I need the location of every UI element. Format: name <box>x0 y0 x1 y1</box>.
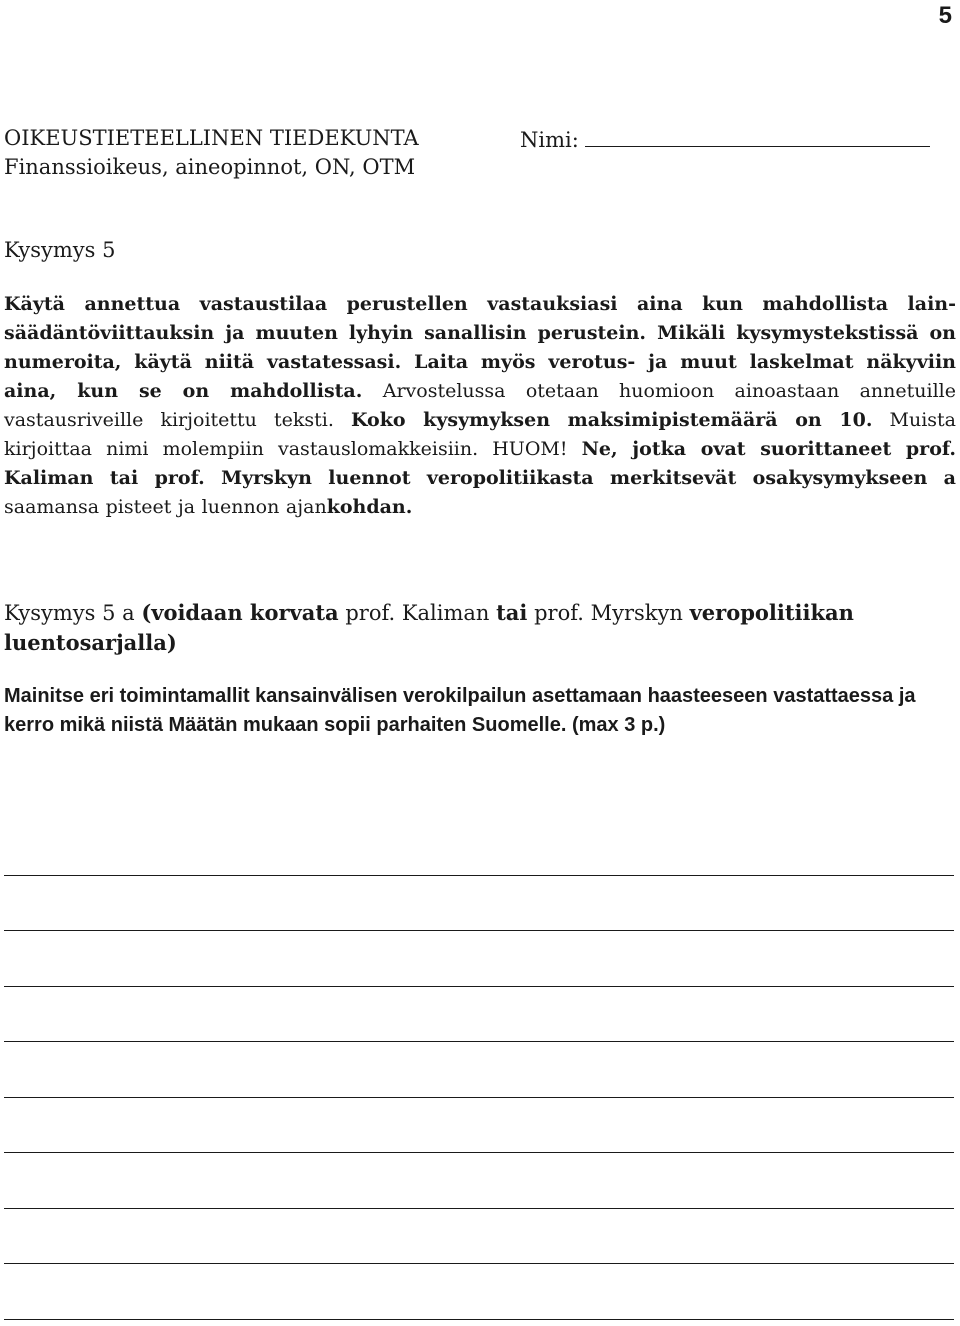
subq-part-3: prof. Kaliman <box>338 601 497 625</box>
answer-line[interactable] <box>4 987 954 1043</box>
subq-part-2: (voidaan korvata <box>141 600 339 625</box>
course-name: Finanssioikeus, aineopinnot, ON, OTM <box>4 155 416 179</box>
faculty-name: OIKEUSTIETEELLINEN TIEDEKUNTA <box>4 126 419 150</box>
task-text: Mainitse eri toimintamallit kansainvälisen verokilpailun asettamaan haasteeseen vastattaessa ja kerro mikä niistä Määtän mukaan sopii parhaiten Suomelle. (max 3 p.) <box>4 685 916 736</box>
answer-line[interactable] <box>4 931 954 987</box>
answer-line[interactable] <box>4 1209 954 1265</box>
answer-line[interactable] <box>4 1264 954 1320</box>
subq-part-5: prof. Myrskyn <box>527 601 690 625</box>
answer-lines[interactable] <box>4 820 954 1320</box>
instructions-bold-5: Ne, jotka ovat suorittaneet prof. Kaliman tai prof. Myrskyn luennot veropolitiikasta merkitsevät osakysymykseen a <box>4 438 956 489</box>
name-label: Nimi: <box>520 128 579 152</box>
subquestion-title <box>4 598 956 658</box>
page-number: 5 <box>938 2 952 29</box>
answer-line[interactable] <box>4 1153 954 1209</box>
answer-line[interactable] <box>4 1042 954 1098</box>
instructions-text-4: Muista kirjoittaa nimi molempiin vastauslomakkeisiin. HUOM! <box>4 409 956 460</box>
name-input-line[interactable] <box>585 124 930 147</box>
instructions-bold-3: Koko kysymyksen maksimipistemäärä on 10. <box>350 409 873 431</box>
subq-part-4: tai <box>496 600 528 625</box>
answer-line[interactable] <box>4 820 954 876</box>
instructions-text-2: Arvostelussa otetaan huomioon ainoastaan annetuille vastausriveille kirjoitettu teksti. <box>4 380 956 431</box>
instructions <box>4 290 956 522</box>
subq-part-1: Kysymys 5 a <box>4 601 142 625</box>
subq-part-6: veropolitiikan luentosarjalla) <box>4 600 854 655</box>
exam-header <box>4 124 419 182</box>
instructions-text-6: saamansa pisteet ja luennon ajan <box>4 496 327 518</box>
instructions-bold-1: Käytä annettua vastaustilaa perustellen vastauksiasi aina kun mahdollista lainsäädäntöviittauksin ja muuten lyhyin sanallisin perustein. Mikäli kysymystekstissä on numeroita, käytä niitä vastatessasi. Laita myös verotus- ja muut laskelmat näkyviin aina, kun se on mahdollista. <box>4 293 956 402</box>
instructions-bold-7: kohdan. <box>326 496 413 518</box>
question-title: Kysymys 5 <box>4 238 116 262</box>
name-field[interactable] <box>520 124 930 155</box>
answer-line[interactable] <box>4 876 954 932</box>
answer-line[interactable] <box>4 1098 954 1154</box>
